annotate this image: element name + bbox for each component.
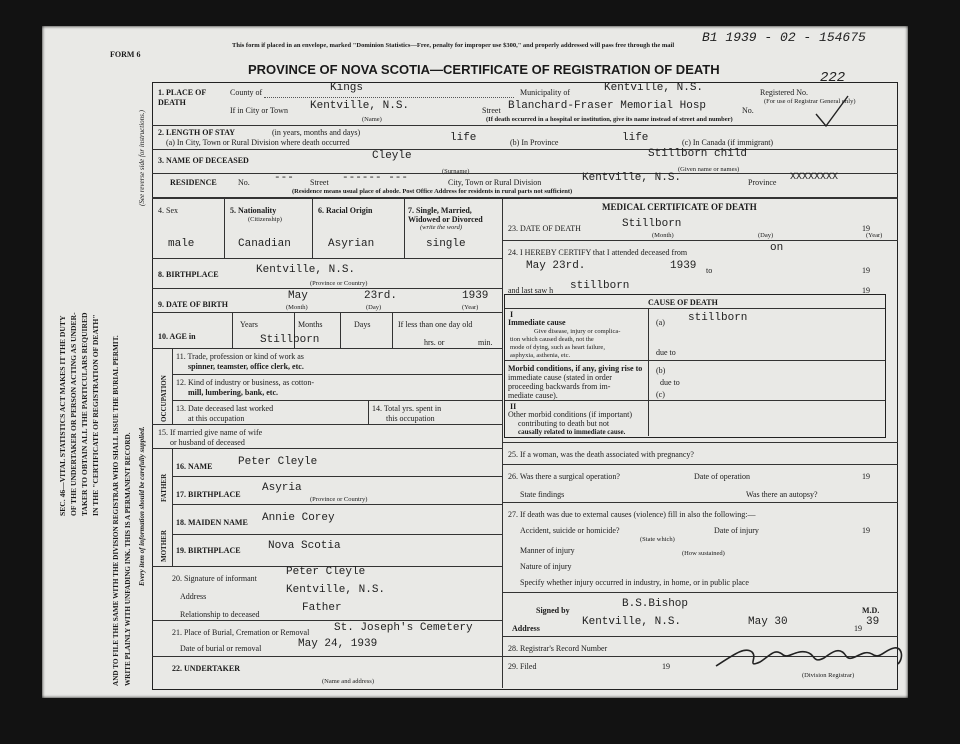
side-text-2: OF THE UNDERTAKER OR PERSON ACTING AS UNDER-: [69, 312, 78, 516]
rule-3: [152, 173, 898, 174]
q13-label: 13. Date deceased last worked: [176, 404, 274, 413]
md-label: M.D.: [862, 606, 880, 615]
date-of-injury-label: Date of injury: [714, 526, 759, 535]
filed-19: 19: [662, 662, 670, 671]
side-text-6: WRITE PLAINLY WITH UNFADING INK. THIS IS A PERMANENT RECORD.: [124, 432, 132, 686]
rule-8: [152, 348, 502, 349]
form-number: FORM 6: [110, 50, 141, 59]
dod-year-sub: (Year): [866, 232, 883, 239]
birthplace-label: 8. BIRTHPLACE: [158, 270, 219, 279]
state-which: (State which): [640, 536, 675, 543]
city-name-sub: (Name): [362, 116, 382, 123]
nationality-sub: (Citizenship): [248, 216, 282, 223]
registrar-signature: [712, 638, 908, 674]
rule-7: [152, 312, 502, 313]
side-text-1: SEC. 46—VITAL STATISTICS ACT MAKES IT THE DUTY: [58, 315, 67, 516]
last-saw-value: stillborn: [570, 280, 630, 292]
registered-no-sub: (For use of Registrar General only): [764, 98, 856, 105]
birthplace-value: Kentville, N.S.: [256, 264, 356, 276]
pregnancy-label: 25. If a woman, was the death associated with pregnancy?: [508, 450, 694, 459]
occupation-div: [172, 348, 173, 424]
months-label: Months: [298, 320, 323, 329]
sex-label: 4. Sex: [158, 206, 178, 215]
dod-month-sub: (Month): [652, 232, 674, 239]
days-label: Days: [354, 320, 371, 329]
q13-sub: at this occupation: [188, 414, 245, 423]
father-name: Peter Cleyle: [238, 456, 318, 468]
residence-province-label: Province: [748, 178, 777, 187]
side-text-3: TAKER TO OBTAIN ALL THE PARTICULARS REQUIRED: [80, 312, 89, 516]
filed-label: 29. Filed: [508, 662, 537, 671]
racial-value: Asyrian: [328, 238, 375, 250]
immediate-note-1: Give disease, injury or complica-: [534, 328, 621, 335]
age-label: 10. AGE in: [158, 332, 196, 341]
dob-month-sub: (Month): [286, 304, 308, 311]
burial-date: May 24, 1939: [298, 638, 378, 650]
mother-birthplace-label: 19. BIRTHPLACE: [176, 546, 241, 555]
rule-12: [152, 448, 502, 449]
external-causes-label: 27. If death was due to external causes (violence) fill in also the following:—: [508, 510, 756, 519]
city-label: If in City or Town: [230, 106, 288, 115]
q12-label: 12. Kind of industry or business, as cotton-: [176, 378, 314, 387]
residence-city-label: City, Town or Rural Division: [448, 178, 542, 187]
injury-19: 19: [862, 526, 870, 535]
division-registrar-sub: (Division Registrar): [802, 672, 855, 679]
rule-10: [172, 400, 502, 401]
father-birthplace: Asyria: [262, 482, 302, 494]
rule-r4: [502, 502, 898, 503]
dob-label: 9. DATE OF BIRTH: [158, 300, 228, 309]
surgery-label: 26. Was there a surgical operation?: [508, 472, 620, 481]
age-div-c: [340, 312, 341, 348]
immediate-cause-label: Immediate cause: [508, 318, 566, 327]
parents-div: [172, 448, 173, 566]
deceased-surname: Cleyle: [372, 150, 412, 162]
residence-sub: (Residence means usual place of abode. Post Office Address for residents in rural parts not sufficient): [292, 188, 573, 195]
undertaker-label: 22. UNDERTAKER: [172, 664, 241, 673]
relationship-value: Father: [302, 602, 342, 614]
stay-b-label: (b) In Province: [510, 138, 559, 147]
col-div-b: [312, 198, 313, 258]
marital-sub: (write the word): [420, 224, 463, 231]
hospital-note: (If death occurred in a hospital or institution, give its name instead of street and number): [486, 116, 733, 123]
rule-6: [152, 288, 502, 289]
registered-no-label: Registered No.: [760, 88, 808, 97]
rule-11: [152, 424, 502, 425]
dob-year: 1939: [462, 290, 489, 302]
father-side-label: FATHER: [160, 473, 168, 502]
nationality-label: 5. Nationality: [230, 206, 277, 215]
other-3: causally related to immediate cause.: [518, 428, 626, 436]
rule-r1: [502, 240, 898, 241]
morbid-3: proceeding backwards from im-: [508, 382, 611, 391]
cause-rule-2: [505, 400, 885, 401]
accident-label: Accident, suicide or homicide?: [520, 526, 620, 535]
residence-province-value: XXXXXXXX: [790, 172, 839, 183]
cause-div: [648, 308, 649, 436]
burial-place: St. Joseph's Cemetery: [334, 622, 473, 634]
immediate-note-4: asphyxia, asthenia, etc.: [510, 352, 571, 359]
marital-value: single: [426, 238, 466, 250]
residence-street-value: ------ ---: [342, 172, 409, 184]
nature-label: Nature of injury: [520, 562, 572, 571]
mother-maiden-name: Annie Corey: [262, 512, 335, 524]
relationship-label: Relationship to deceased: [180, 610, 260, 619]
autopsy-label: Was there an autopsy?: [746, 490, 818, 499]
q14-sub: this occupation: [386, 414, 435, 423]
cause-a-label: (a): [656, 318, 665, 327]
signed-19: 19: [854, 624, 862, 633]
manner-label: Manner of injury: [520, 546, 575, 555]
occupation-side-label: OCCUPATION: [160, 375, 168, 422]
roman-1: I: [510, 310, 514, 319]
place-of-death-label: 1. PLACE OF DEATH: [158, 88, 206, 107]
rule-r2: [502, 442, 898, 443]
age-div-d: [392, 312, 393, 348]
deceased-given: Stillborn child: [648, 148, 748, 160]
record-number-label: 28. Registrar's Record Number: [508, 644, 608, 653]
nationality-value: Canadian: [238, 238, 291, 250]
residence-no-value: ---: [274, 172, 294, 184]
q11-sub: spinner, teamster, office clerk, etc.: [188, 362, 304, 371]
to-19: 19: [862, 266, 870, 275]
q15-label-1: 15. If married give name of wife: [158, 428, 263, 437]
other-1: Other morbid conditions (if important): [508, 410, 632, 419]
dob-year-sub: (Year): [462, 304, 479, 311]
municipality-label: Municipality of: [520, 88, 570, 97]
less-than-day-label: If less than one day old: [398, 320, 473, 329]
dod-19: 19: [862, 224, 870, 233]
cause-title: CAUSE OF DEATH: [648, 298, 718, 307]
rule-18: [152, 656, 502, 657]
side-text-4: IN THE "CERTIFICATE OF REGISTRATION OF DEATH": [91, 314, 100, 516]
surgery-19: 19: [862, 472, 870, 481]
date-signed: May 30: [748, 616, 788, 628]
side-text-5: AND TO FILE THE SAME WITH THE DIVISION REGISTRAR WHO SHALL ISSUE THE BURIAL PERMIT.: [112, 335, 120, 686]
county-label: County of: [230, 88, 263, 97]
racial-label: 6. Racial Origin: [318, 206, 373, 215]
q14-label: 14. Total yrs. spent in: [372, 404, 442, 413]
cause-c-label: (c): [656, 390, 665, 399]
cause-title-rule: [505, 308, 885, 309]
q11-label: 11. Trade, profession or kind of work as: [176, 352, 304, 361]
side-text-7: Every item of information should be carefully supplied.: [138, 426, 146, 586]
registered-number: 222: [820, 70, 846, 86]
findings-label: State findings: [520, 490, 565, 499]
stay-a-value: life: [450, 132, 477, 144]
rule-14: [172, 504, 502, 505]
rule-15: [172, 534, 502, 535]
sex-value: male: [168, 238, 195, 250]
father-prov-sub: (Province or Country): [310, 496, 368, 503]
min-label: min.: [478, 338, 493, 347]
year-signed: 39: [866, 616, 880, 628]
margin-check-mark: [812, 92, 852, 132]
surname-sub: (Surname): [442, 168, 470, 175]
col-div-a: [224, 198, 225, 258]
stay-c-label: (c) In Canada (if immigrant): [682, 138, 774, 147]
to-label: to: [706, 266, 713, 275]
q15-label-2: or husband of deceased: [170, 438, 245, 447]
other-2: contributing to death but not: [518, 419, 610, 428]
municipality-value: Kentville, N.S.: [604, 82, 704, 94]
length-of-stay-label: 2. LENGTH OF STAY: [158, 128, 236, 137]
form-title: PROVINCE OF NOVA SCOTIA—CERTIFICATE OF REGISTRATION OF DEATH: [248, 62, 720, 77]
rule-9: [172, 374, 502, 375]
last-saw-19: 19: [862, 286, 870, 295]
signed-by-value: B.S.Bishop: [622, 598, 689, 610]
length-of-stay-sub: (in years, months and days): [272, 128, 361, 137]
postal-notice: This form if placed in an envelope, marked "Dominion Statistics—Free, penalty for improper use $300," and properly addressed will pass free through the mail: [232, 42, 675, 49]
marital-label: 7. Single, Married, Widowed or Divorced: [408, 206, 483, 224]
birthplace-sub: (Province or Country): [310, 280, 368, 287]
cause-rule-1: [505, 360, 885, 361]
informant-name: Peter Cleyle: [286, 566, 366, 578]
dod-day-sub: (Day): [758, 232, 774, 239]
mother-birthplace: Nova Scotia: [268, 540, 341, 552]
street-label: Street: [482, 106, 501, 115]
mother-side-label: MOTHER: [160, 530, 168, 562]
father-birthplace-label: 17. BIRTHPLACE: [176, 490, 241, 499]
hrs-label: hrs. or: [424, 338, 445, 347]
hospital-value: Blanchard-Fraser Memorial Hosp: [508, 100, 707, 112]
mother-maiden-label: 18. MAIDEN NAME: [176, 518, 248, 527]
county-value: Kings: [330, 82, 364, 94]
given-sub: (Given name or names): [678, 166, 740, 173]
due-to-2: due to: [660, 378, 680, 387]
specify-label: Specify whether injury occurred in industry, in home, or in public place: [520, 578, 749, 587]
age-div-a: [232, 312, 233, 348]
due-to-1: due to: [656, 348, 676, 357]
morbid-2: immediate cause (stated in order: [508, 373, 612, 382]
years-label: Years: [240, 320, 258, 329]
reverse-note: (See reverse side for instructions.): [138, 110, 146, 206]
dob-day-sub: (Day): [366, 304, 382, 311]
stay-b-value: life: [622, 132, 649, 144]
rule-17: [152, 620, 502, 621]
county-line: [264, 97, 514, 98]
immediate-note-2: tion which caused death, not the: [510, 336, 594, 343]
burial-label: 21. Place of Burial, Cremation or Removal: [172, 628, 310, 637]
death-certificate: [42, 26, 908, 698]
residence-label: RESIDENCE: [170, 178, 217, 187]
rule-5: [152, 258, 502, 259]
morbid-1: Morbid conditions, if any, giving rise to: [508, 364, 643, 373]
date-of-death-value: Stillborn: [622, 218, 682, 230]
surgery-date-label: Date of operation: [694, 472, 750, 481]
rule-r3: [502, 464, 898, 465]
place-no-label: No.: [742, 106, 754, 115]
roman-2: II: [510, 402, 517, 411]
morbid-4: mediate cause).: [508, 391, 558, 400]
file-number: B1 1939 - 02 - 154675: [702, 30, 866, 45]
q12-sub: mill, lumbering, bank, etc.: [188, 388, 279, 397]
father-name-label: 16. NAME: [176, 462, 213, 471]
doctor-address-label: Address: [512, 624, 540, 633]
dob-month: May: [288, 290, 308, 302]
column-divider: [502, 198, 503, 688]
age-value: Stillborn: [260, 334, 320, 346]
city-value: Kentville, N.S.: [310, 100, 410, 112]
residence-no-label: No.: [238, 178, 250, 187]
informant-label: 20. Signature of informant: [172, 574, 257, 583]
rule-r5: [502, 592, 898, 593]
col-div-c: [404, 198, 405, 258]
rule-4: [152, 197, 898, 199]
attended-from: May 23rd.: [526, 260, 586, 272]
cause-a-value: stillborn: [688, 312, 748, 324]
stay-a-label: (a) In City, Town or Rural Division where death occurred: [166, 138, 350, 147]
attended-from-year: 1939: [670, 260, 697, 272]
burial-date-label: Date of burial or removal: [180, 644, 262, 653]
immediate-note-3: mode of dying, such as heart failure,: [510, 344, 605, 351]
cause-b-label: (b): [656, 366, 666, 375]
how-sustained: (How sustained): [682, 550, 725, 557]
rule-r6: [502, 636, 898, 637]
undertaker-sub: (Name and address): [322, 678, 374, 685]
deceased-name-label: 3. NAME OF DECEASED: [158, 156, 249, 165]
date-of-death-label: 23. DATE OF DEATH: [508, 224, 581, 233]
medical-title: MEDICAL CERTIFICATE OF DEATH: [602, 202, 757, 212]
q14-div: [368, 400, 369, 424]
rule-2: [152, 149, 898, 150]
doctor-address-value: Kentville, N.S.: [582, 616, 682, 628]
rule-1: [152, 125, 898, 126]
last-saw-label: and last saw h: [508, 286, 554, 295]
informant-address-label: Address: [180, 592, 207, 601]
rule-13: [172, 476, 502, 477]
certify-on: on: [770, 242, 784, 254]
certify-label: 24. I HEREBY CERTIFY that I attended deceased from: [508, 248, 688, 257]
dob-day: 23rd.: [364, 290, 398, 302]
residence-city-value: Kentville, N.S.: [582, 172, 682, 184]
informant-address: Kentville, N.S.: [286, 584, 386, 596]
signed-by-label: Signed by: [536, 606, 570, 615]
residence-street-label: Street: [310, 178, 329, 187]
